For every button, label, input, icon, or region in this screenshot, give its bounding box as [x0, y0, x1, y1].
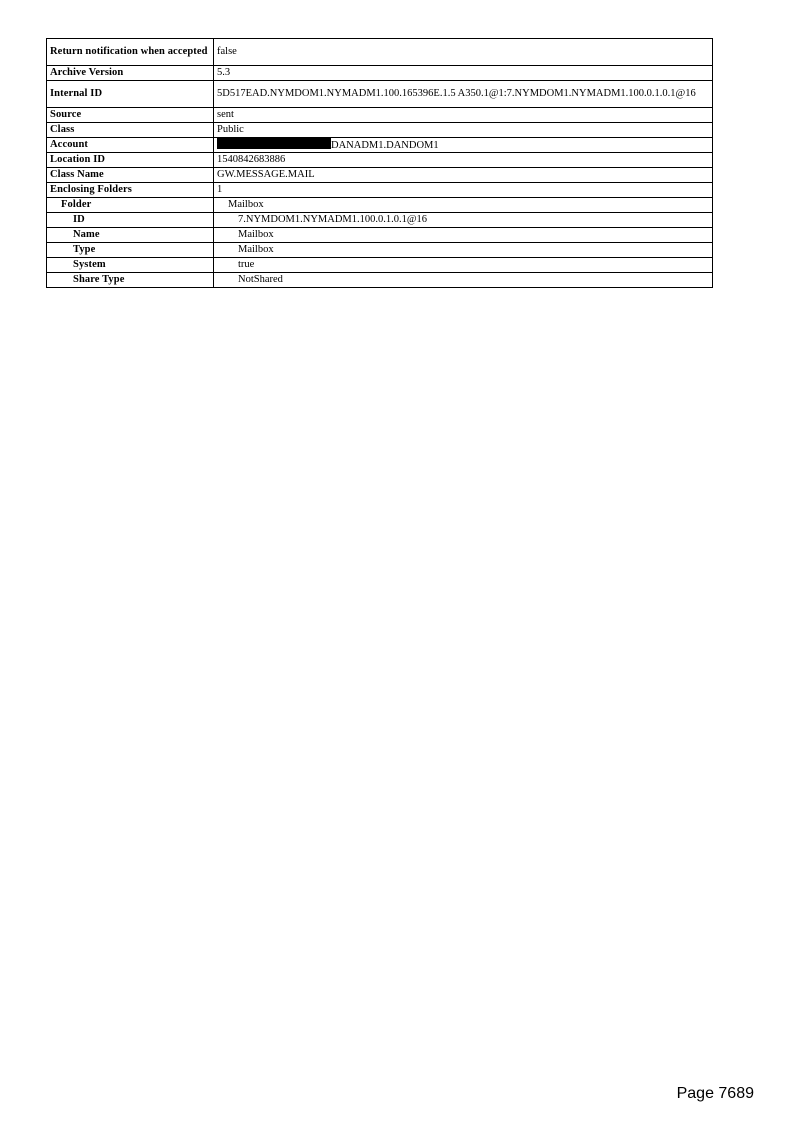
property-label: Source — [47, 108, 214, 123]
property-label: Class Name — [47, 168, 214, 183]
table-row — [47, 39, 713, 66]
table-row — [47, 81, 713, 108]
property-label: Enclosing Folders — [47, 183, 214, 198]
property-value: true — [214, 258, 713, 273]
table-row — [47, 153, 713, 168]
table-row — [47, 198, 713, 213]
property-label: ID — [47, 213, 214, 228]
table-row — [47, 213, 713, 228]
property-label: Share Type — [47, 273, 214, 288]
property-value: 1 — [214, 183, 713, 198]
table-row — [47, 258, 713, 273]
property-value: NotShared — [214, 273, 713, 288]
property-label: Type — [47, 243, 214, 258]
property-label: Folder — [47, 198, 214, 213]
property-value: sent — [214, 108, 713, 123]
property-label: Return notification when accepted — [47, 39, 214, 66]
redaction-bar — [217, 138, 331, 149]
table-row — [47, 66, 713, 81]
property-label: Account — [47, 138, 214, 153]
table-row — [47, 138, 713, 153]
property-label: Name — [47, 228, 214, 243]
account-value-text: DANADM1.DANDOM1 — [331, 140, 439, 151]
property-value: Public — [214, 123, 713, 138]
table-row — [47, 183, 713, 198]
property-value: Mailbox — [214, 243, 713, 258]
property-value: 5D517EAD.NYMDOM1.NYMADM1.100.165396E.1.5 A350.1@1:7.NYMDOM1.NYMADM1.100.0.1.0.1@16 — [214, 81, 713, 108]
property-value: 7.NYMDOM1.NYMADM1.100.0.1.0.1@16 — [214, 213, 713, 228]
property-value: GW.MESSAGE.MAIL — [214, 168, 713, 183]
property-label: Location ID — [47, 153, 214, 168]
property-value — [214, 138, 713, 153]
table-row — [47, 123, 713, 138]
property-value: Mailbox — [214, 228, 713, 243]
property-label: Internal ID — [47, 81, 214, 108]
properties-table — [46, 38, 713, 288]
property-value: Mailbox — [214, 198, 713, 213]
table-row — [47, 228, 713, 243]
table-row — [47, 108, 713, 123]
property-label: Class — [47, 123, 214, 138]
property-label: Archive Version — [47, 66, 214, 81]
table-row — [47, 243, 713, 258]
table-row — [47, 168, 713, 183]
property-value: false — [214, 39, 713, 66]
property-value: 5.3 — [214, 66, 713, 81]
table-row — [47, 273, 713, 288]
property-label: System — [47, 258, 214, 273]
page-number: Page 7689 — [676, 1085, 754, 1102]
property-value: 1540842683886 — [214, 153, 713, 168]
